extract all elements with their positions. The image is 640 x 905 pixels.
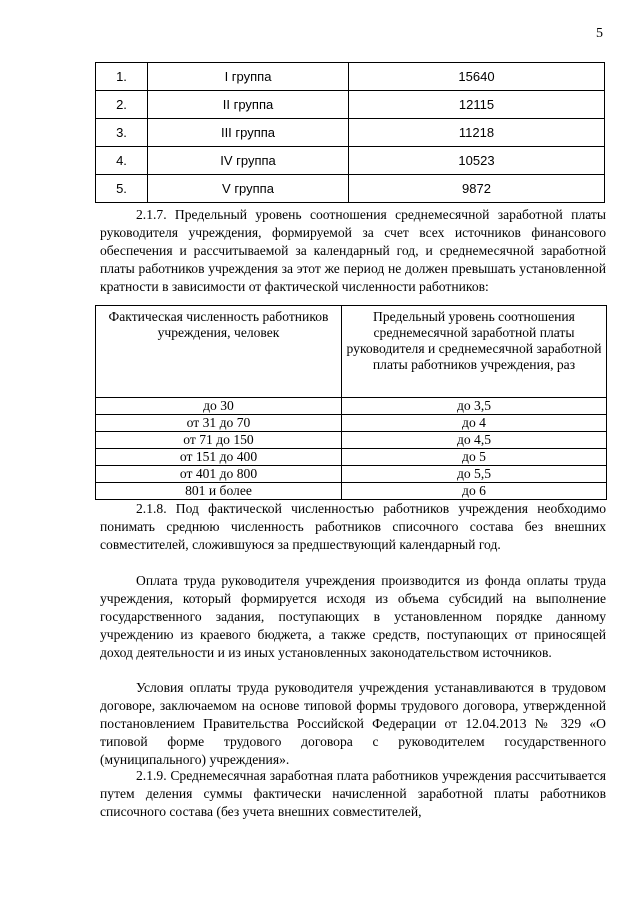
group-value-cell: 9872	[349, 175, 605, 203]
groups-table	[95, 62, 605, 203]
group-value-cell: 15640	[349, 63, 605, 91]
group-name-cell: III группа	[148, 119, 349, 147]
ratio-header-ratio: Предельный уровень соотношения среднемесячной заработной платы руководителя и среднемесячной заработной платы работников учреждения, раз	[342, 306, 607, 398]
ratio-table	[95, 305, 607, 500]
ratio-value-cell: до 5	[342, 449, 607, 466]
ratio-table-row	[96, 449, 607, 466]
ratio-count-cell: от 151 до 400	[96, 449, 342, 466]
group-value-cell: 12115	[349, 91, 605, 119]
ratio-table-row	[96, 483, 607, 500]
groups-table-row	[96, 63, 605, 91]
ratio-count-cell: от 71 до 150	[96, 432, 342, 449]
ratio-value-cell: до 6	[342, 483, 607, 500]
ratio-value-cell: до 4	[342, 415, 607, 432]
group-value-cell: 11218	[349, 119, 605, 147]
groups-table-row	[96, 175, 605, 203]
group-number-cell: 5.	[96, 175, 148, 203]
groups-table-row	[96, 119, 605, 147]
ratio-count-cell: до 30	[96, 398, 342, 415]
ratio-count-cell: от 31 до 70	[96, 415, 342, 432]
ratio-header-count: Фактическая численность работников учреждения, человек	[96, 306, 342, 398]
ratio-table-row	[96, 415, 607, 432]
group-number-cell: 1.	[96, 63, 148, 91]
ratio-value-cell: до 4,5	[342, 432, 607, 449]
group-value-cell: 10523	[349, 147, 605, 175]
group-number-cell: 4.	[96, 147, 148, 175]
group-number-cell: 3.	[96, 119, 148, 147]
paragraph-2-1-8: 2.1.8. Под фактической численностью работников учреждения необходимо понимать среднюю численность работников списочного состава без внешних совместителей, сложившуюся за предшествующий календарный год.	[100, 501, 606, 552]
paragraph-2-1-7: 2.1.7. Предельный уровень соотношения среднемесячной заработной платы руководителя учреждения, формируемой за счет всех источников финансового обеспечения и рассчитываемой за календарный год, и среднемесячной заработной платы работников учреждения за этот же период не должен превышать установленной кратности в зависимости от фактической численности работников:	[100, 207, 606, 294]
paragraph-contract-conditions: Условия оплаты труда руководителя учреждения устанавливаются в трудовом договоре, заключаемом на основе типовой формы трудового договора, утвержденной постановлением Правительства Российской Федерации от 12.04.2013 № 329 «О типовой форме трудового договора с руководителем государственного (муниципального) учреждения».	[100, 680, 606, 767]
group-name-cell: I группа	[148, 63, 349, 91]
paragraph-pay-fund: Оплата труда руководителя учреждения производится из фонда оплаты труда учреждения, который формируется исходя из объема субсидий на выполнение государственного задания, поступающих в установленном порядке данному учреждению из краевого бюджета, а также средств, поступающих от приносящей доход деятельности и из иных установленных законодательством источников.	[100, 573, 606, 660]
ratio-table-row	[96, 398, 607, 415]
ratio-table-row	[96, 466, 607, 483]
group-name-cell: II группа	[148, 91, 349, 119]
paragraph-2-1-9: 2.1.9. Среднемесячная заработная плата работников учреждения рассчитывается путем деления суммы фактически начисленной заработной платы работников списочного состава (без учета внешних совместителей,	[100, 768, 606, 819]
ratio-table-row	[96, 432, 607, 449]
ratio-count-cell: 801 и более	[96, 483, 342, 500]
ratio-value-cell: до 5,5	[342, 466, 607, 483]
ratio-value-cell: до 3,5	[342, 398, 607, 415]
group-name-cell: IV группа	[148, 147, 349, 175]
ratio-count-cell: от 401 до 800	[96, 466, 342, 483]
page-number: 5	[596, 26, 603, 41]
groups-table-row	[96, 91, 605, 119]
groups-table-row	[96, 147, 605, 175]
group-name-cell: V группа	[148, 175, 349, 203]
group-number-cell: 2.	[96, 91, 148, 119]
